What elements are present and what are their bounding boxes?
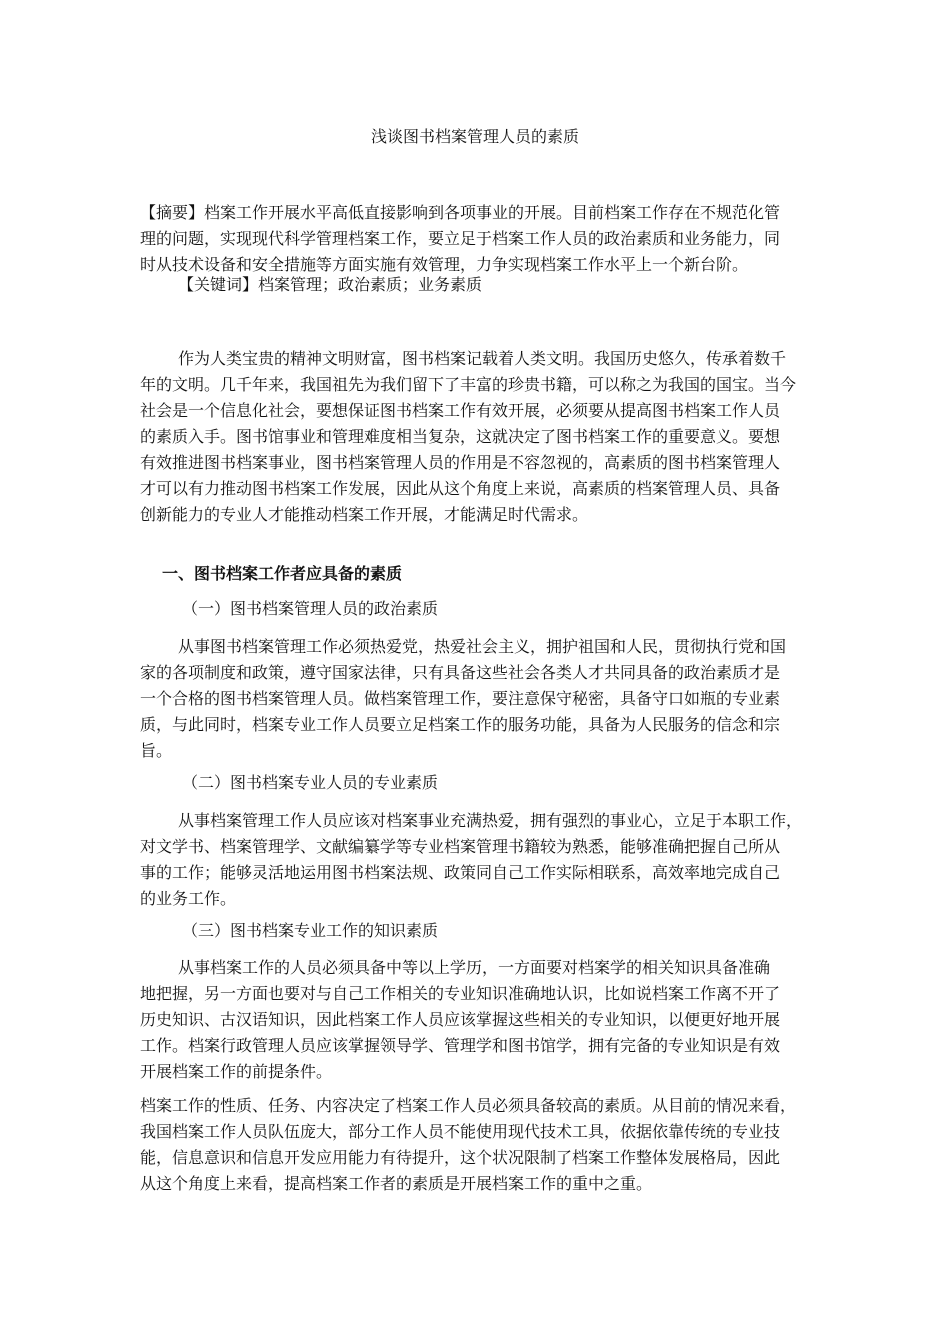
paragraph-line: 地把握，另一方面也要对与自己工作相关的专业知识准确地认识，比如说档案工作离不开了 bbox=[140, 984, 781, 1003]
paragraph-line: 从事档案管理工作人员应该对档案事业充满热爱，拥有强烈的事业心，立足于本职工作， bbox=[178, 811, 803, 830]
paragraph-line: 开展档案工作的前提条件。 bbox=[140, 1062, 333, 1081]
abstract-line: 理的问题，实现现代科学管理档案工作，要立足于档案工作人员的政治素质和业务能力，同 bbox=[140, 229, 781, 248]
document-title: 浅谈图书档案管理人员的素质 bbox=[370, 127, 579, 146]
keywords-line: 【关键词】档案管理；政治素质；业务素质 bbox=[178, 275, 483, 294]
paragraph-line: 事的工作；能够灵活地运用图书档案法规、政策同自己工作实际相联系，高效率地完成自己 bbox=[140, 863, 781, 882]
paragraph-line: 旨。 bbox=[140, 741, 173, 760]
paragraph-line: 我国档案工作人员队伍庞大，部分工作人员不能使用现代技术工具，依据依靠传统的专业技 bbox=[140, 1122, 781, 1141]
abstract-line: 时从技术设备和安全措施等方面实施有效管理，力争实现档案工作水平上一个新台阶。 bbox=[140, 255, 749, 274]
paragraph-line: 从事档案工作的人员必须具备中等以上学历，一方面要对档案学的相关知识具备准确 bbox=[178, 958, 771, 977]
paragraph-line: 对文学书、档案管理学、文献编纂学等专业档案管理书籍较为熟悉，能够准确把握自己所从 bbox=[140, 837, 781, 856]
intro-paragraph bbox=[140, 346, 812, 528]
paragraph-line: 一个合格的图书档案管理人员。做档案管理工作，要注意保守秘密，具备守口如瓶的专业素 bbox=[140, 689, 781, 708]
paragraph-line: 的业务工作。 bbox=[140, 889, 237, 908]
abstract-line: 【摘要】档案工作开展水平高低直接影响到各项事业的开展。目前档案工作存在不规范化管 bbox=[140, 203, 781, 222]
paragraph-line: 历史知识、古汉语知识，因此档案工作人员应该掌握这些相关的专业知识，以便更好地开展 bbox=[140, 1010, 781, 1029]
section-heading: 一、图书档案工作者应具备的素质 bbox=[162, 564, 403, 583]
paragraph-line: 才可以有力推动图书档案工作发展，因此从这个角度上来说，高素质的档案管理人员、具备 bbox=[140, 479, 781, 498]
paragraph-line: 从这个角度上来看，提高档案工作者的素质是开展档案工作的重中之重。 bbox=[140, 1174, 653, 1193]
paragraph-line: 能，信息意识和信息开发应用能力有待提升，这个状况限制了档案工作整体发展格局，因此 bbox=[140, 1148, 781, 1167]
paragraph-line: 创新能力的专业人才能推动档案工作开展，才能满足时代需求。 bbox=[140, 505, 589, 524]
paragraph-line: 年的文明。几千年来，我国祖先为我们留下了丰富的珍贵书籍，可以称之为我国的国宝。当今 bbox=[140, 375, 797, 394]
abstract-paragraph bbox=[140, 200, 812, 278]
politics-paragraph bbox=[140, 634, 812, 764]
closing-paragraph bbox=[140, 1093, 812, 1197]
paragraph-line: 社会是一个信息化社会，要想保证图书档案工作有效开展，必须要从提高图书档案工作人员 bbox=[140, 401, 781, 420]
professional-paragraph bbox=[140, 808, 812, 912]
subsection-heading: （三）图书档案专业工作的知识素质 bbox=[182, 921, 439, 940]
paragraph-line: 家的各项制度和政策，遵守国家法律，只有具备这些社会各类人才共同具备的政治素质才是 bbox=[140, 663, 781, 682]
knowledge-paragraph bbox=[140, 955, 812, 1085]
subsection-heading: （一）图书档案管理人员的政治素质 bbox=[182, 599, 439, 618]
paragraph-line: 质，与此同时，档案专业工作人员要立足档案工作的服务功能，具备为人民服务的信念和宗 bbox=[140, 715, 781, 734]
paragraph-line: 有效推进图书档案事业，图书档案管理人员的作用是不容忽视的，高素质的图书档案管理人 bbox=[140, 453, 781, 472]
paragraph-line: 档案工作的性质、任务、内容决定了档案工作人员必须具备较高的素质。从目前的情况来看， bbox=[140, 1096, 797, 1115]
paragraph-line: 从事图书档案管理工作必须热爱党，热爱社会主义，拥护祖国和人民，贯彻执行党和国 bbox=[178, 637, 787, 656]
paragraph-line: 作为人类宝贵的精神文明财富，图书档案记载着人类文明。我国历史悠久，传承着数千 bbox=[178, 349, 787, 368]
paragraph-line: 工作。档案行政管理人员应该掌握领导学、管理学和图书馆学，拥有完备的专业知识是有效 bbox=[140, 1036, 781, 1055]
paragraph-line: 的素质入手。图书馆事业和管理难度相当复杂，这就决定了图书档案工作的重要意义。要想 bbox=[140, 427, 781, 446]
subsection-heading: （二）图书档案专业人员的专业素质 bbox=[182, 773, 439, 792]
